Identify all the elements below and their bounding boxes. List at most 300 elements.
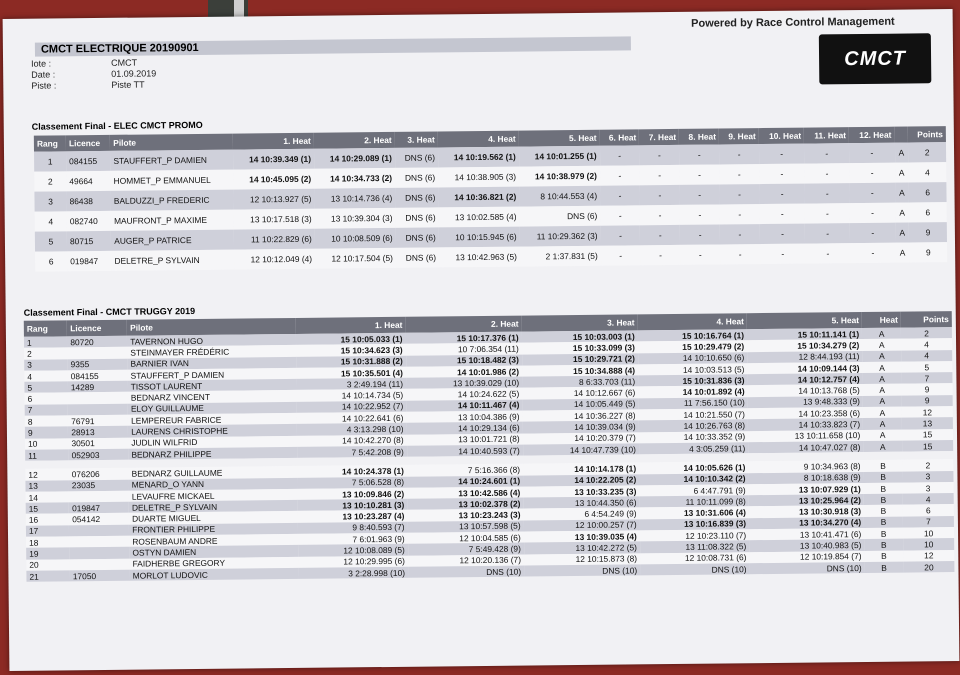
cell-empty-heat: - — [679, 144, 719, 164]
column-header: Rang — [24, 320, 68, 336]
cell-licence: 9355 — [68, 358, 128, 370]
cell-heat-time: 14 10:36.227 (8) — [522, 409, 638, 422]
cell-licence: 23035 — [69, 479, 129, 491]
cell-rang: 20 — [26, 559, 69, 571]
cell-heat-time: 13 10:31.606 (4) — [640, 507, 749, 519]
cell-rang: 17 — [26, 525, 69, 537]
cell-licence: 80715 — [67, 231, 111, 251]
cell-heat-time: 4 3:13.298 (10) — [297, 423, 406, 435]
cell-heat-time: 13 10:16.839 (3) — [640, 518, 749, 530]
cell-empty-heat: - — [640, 205, 680, 225]
cell-empty-heat: - — [849, 143, 895, 163]
cell-points: 4 — [901, 338, 952, 350]
cell-heat-time: 15 10:03.003 (1) — [522, 330, 638, 343]
cell-heat-time: 14 10:19.562 (1) — [438, 147, 519, 168]
cell-heat-letter: A — [894, 143, 908, 163]
cell-points: 10 — [903, 538, 954, 550]
cell-heat-time: 14 10:03.513 (5) — [638, 363, 747, 375]
cell-heat-letter: B — [865, 562, 904, 574]
cell-heat-time: 13 10:10.281 (3) — [298, 499, 407, 511]
cell-heat-time: DNS (10) — [524, 564, 640, 577]
cmct-logo: CMCT — [819, 33, 932, 84]
cell-empty-heat: - — [679, 164, 719, 184]
cell-points: 15 — [902, 429, 953, 441]
cell-licence — [70, 558, 130, 570]
cell-points: 3 — [903, 482, 954, 494]
cell-empty-heat: - — [600, 185, 640, 205]
cell-heat-time: 13 10:42.272 (5) — [524, 542, 640, 555]
cell-heat-time: 14 10:40.593 (7) — [407, 445, 523, 458]
cell-heat-time: 15 10:29.721 (2) — [522, 353, 638, 366]
cell-points: 9 — [909, 242, 947, 262]
cell-heat-letter: A — [863, 384, 902, 396]
cell-points: 5 — [901, 361, 952, 373]
cell-points: 12 — [902, 406, 953, 418]
cell-heat-time: 13 10:02.585 (4) — [439, 207, 520, 228]
cell-empty-heat: - — [639, 145, 679, 165]
cell-pilote: DELETRE_P SYLVAIN — [129, 500, 298, 513]
event-info — [31, 57, 156, 91]
cell-heat-time: 13 10:39.304 (3) — [315, 208, 396, 229]
cell-heat-time: DNS (6) — [395, 147, 438, 167]
cell-heat-time: 15 10:17.376 (1) — [405, 332, 521, 345]
cell-heat-time: DNS (6) — [395, 167, 438, 187]
cell-empty-heat: - — [850, 203, 896, 223]
cell-heat-letter: A — [896, 243, 910, 263]
promo-results-table — [34, 126, 947, 272]
cell-empty-heat: - — [805, 223, 850, 243]
cell-pilote: ROSENBAUM ANDRE — [129, 534, 298, 547]
cell-heat-time: 12 10:08.731 (6) — [640, 552, 749, 564]
column-header: 3. Heat — [521, 314, 637, 331]
cell-licence: 80720 — [67, 336, 127, 348]
event-title: CMCT ELECTRIQUE 20190901 — [35, 36, 631, 56]
cell-heat-time: 15 10:05.033 (1) — [296, 333, 405, 345]
cell-rang: 6 — [25, 393, 68, 405]
cell-empty-heat: - — [760, 224, 806, 244]
column-header: 3. Heat — [395, 131, 438, 147]
cell-pilote: DUARTE MIGUEL — [129, 511, 298, 524]
cell-heat-time: 12 10:15.873 (8) — [524, 553, 640, 566]
cell-heat-time: 14 10:39.349 (1) — [233, 149, 314, 170]
cell-heat-time: 14 10:14.178 (1) — [523, 463, 639, 476]
cell-heat-time: 7 5:16.366 (8) — [407, 464, 523, 477]
cell-points: 4 — [901, 350, 952, 362]
cell-heat-time: 13 10:01.721 (8) — [407, 433, 523, 446]
cell-heat-time: 14 10:39.034 (9) — [523, 421, 639, 434]
cell-heat-time: 14 10:33.352 (9) — [639, 431, 748, 443]
cell-heat-time: 14 10:11.467 (4) — [406, 399, 522, 412]
cell-pilote: MAUFRONT_P MAXIME — [111, 210, 234, 231]
cell-rang: 12 — [25, 469, 68, 481]
cell-heat-letter: B — [864, 482, 903, 494]
cell-heat-time: DNS (6) — [395, 207, 438, 227]
cell-pilote: TAVERNON HUGO — [127, 334, 296, 347]
cell-licence: 082740 — [67, 211, 111, 231]
cell-rang: 2 — [34, 171, 66, 191]
info-label: Iote : — [31, 58, 52, 69]
cell-rang: 8 — [25, 415, 68, 427]
column-header: 2. Heat — [405, 316, 521, 333]
cell-heat-time: 12 10:13.927 (5) — [233, 189, 314, 210]
cell-heat-time: 7 5:06.528 (8) — [298, 476, 407, 488]
results-sheet — [3, 9, 960, 671]
cell-rang: 3 — [24, 359, 67, 371]
cell-heat-time: 14 10:20.379 (7) — [523, 432, 639, 445]
cell-heat-time: 14 10:22.205 (2) — [523, 474, 639, 487]
cell-heat-time: 15 10:16.764 (1) — [638, 329, 747, 341]
cell-heat-time: 12 10:17.504 (5) — [315, 248, 396, 269]
cell-licence: 30501 — [68, 437, 128, 449]
cell-empty-heat: - — [805, 243, 850, 263]
cell-licence: 054142 — [69, 513, 129, 525]
cell-empty-heat: - — [600, 225, 640, 245]
cell-heat-time: 13 10:57.598 (5) — [407, 520, 523, 533]
cell-heat-time: 14 10:12.757 (4) — [747, 373, 862, 386]
column-header: 7. Heat — [639, 129, 679, 145]
cell-licence — [68, 403, 128, 415]
cell-empty-heat: - — [719, 164, 759, 184]
cell-points: 4 — [903, 493, 954, 505]
cell-heat-time: 3 2:28.998 (10) — [299, 567, 408, 579]
cell-heat-time: 14 10:29.134 (6) — [406, 422, 522, 435]
cell-pilote: STAUFFERT_P DAMIEN — [128, 368, 297, 381]
cell-licence: 17050 — [70, 570, 130, 582]
cell-heat-time: 14 10:23.358 (6) — [748, 407, 863, 420]
cell-heat-time: 11 10:22.829 (6) — [234, 229, 315, 250]
cell-rang: 6 — [35, 251, 67, 271]
cell-heat-time: 13 10:39.035 (4) — [524, 530, 640, 543]
cell-licence: 86438 — [66, 191, 110, 211]
cell-pilote: BEDNARZ VINCENT — [128, 390, 297, 403]
info-label: Piste : — [31, 80, 57, 91]
cell-pilote: FRONTIER PHILIPPE — [129, 523, 298, 536]
cell-heat-time: 14 10:47.027 (8) — [748, 441, 863, 454]
cell-empty-heat: - — [601, 245, 641, 265]
cell-heat-letter: A — [863, 441, 902, 453]
cell-heat-time: 13 10:14.736 (4) — [314, 188, 395, 209]
cell-heat-time: 15 10:31.836 (3) — [638, 374, 747, 386]
cell-empty-heat: - — [804, 163, 849, 183]
cell-rang: 15 — [26, 502, 69, 514]
cell-heat-time: 14 10:47.739 (10) — [523, 443, 639, 456]
cell-heat-letter: B — [863, 460, 902, 472]
cell-heat-letter: B — [864, 516, 903, 528]
cell-heat-time: 15 10:29.479 (2) — [638, 341, 747, 353]
cell-empty-heat: - — [640, 245, 680, 265]
cell-rang: 5 — [24, 382, 67, 394]
cell-heat-time: 15 10:33.099 (3) — [522, 342, 638, 355]
cell-empty-heat: - — [804, 143, 849, 163]
cell-heat-time: 13 9:48.333 (9) — [748, 396, 863, 409]
cell-heat-time: 6 4:54.249 (9) — [523, 508, 639, 521]
cell-empty-heat: - — [720, 244, 760, 264]
column-header: Points — [901, 311, 952, 328]
cell-rang: 19 — [26, 548, 69, 560]
cell-licence: 019847 — [67, 251, 111, 271]
cell-heat-time: 10 7:06.354 (11) — [406, 343, 522, 356]
cell-empty-heat: - — [719, 184, 759, 204]
cell-heat-letter: A — [895, 223, 909, 243]
cell-heat-time: 10 10:08.509 (6) — [315, 228, 396, 249]
cell-heat-letter: A — [895, 163, 909, 183]
cell-heat-time: 12 8:44.193 (11) — [747, 351, 862, 364]
cell-heat-time: 14 10:34.733 (2) — [314, 168, 395, 189]
cell-heat-letter: B — [864, 539, 903, 551]
cell-points: 10 — [903, 527, 954, 539]
cell-rang: 21 — [26, 570, 69, 582]
cell-heat-time: 14 10:36.821 (2) — [438, 187, 519, 208]
cell-heat-letter: B — [864, 494, 903, 506]
cell-pilote: BEDNARZ PHILIPPE — [128, 447, 297, 460]
cell-pilote: BEDNARZ GUILLAUME — [129, 466, 298, 479]
cell-heat-time: 14 10:13.768 (5) — [748, 384, 863, 397]
cell-heat-time: 8 10:44.553 (4) — [519, 186, 600, 207]
column-header: 5. Heat — [519, 130, 600, 147]
cell-rang: 1 — [34, 151, 66, 171]
cell-empty-heat: - — [720, 224, 760, 244]
cell-heat-time: 13 10:04.386 (9) — [406, 411, 522, 424]
cell-empty-heat: - — [760, 244, 806, 264]
cell-heat-time: DNS (6) — [519, 206, 600, 227]
cell-heat-time: 14 10:10.650 (6) — [638, 352, 747, 364]
cell-heat-time: DNS (6) — [395, 187, 438, 207]
column-header: Licence — [66, 135, 110, 151]
column-header: Pilote — [127, 318, 296, 336]
cell-licence: 084155 — [68, 370, 128, 382]
cell-heat-letter: A — [862, 328, 901, 340]
cell-empty-heat: - — [720, 204, 760, 224]
column-header — [894, 127, 908, 143]
cell-licence: 14289 — [68, 381, 128, 393]
promo-section-title: Classement Final - ELEC CMCT PROMO — [31, 119, 203, 132]
cell-empty-heat: - — [600, 205, 640, 225]
cell-heat-time: 8 6:33.703 (11) — [522, 376, 638, 389]
cell-heat-time: 14 10:24.601 (1) — [407, 475, 523, 488]
cell-points: 7 — [901, 372, 952, 384]
cell-licence — [68, 392, 128, 404]
cell-heat-letter: A — [863, 395, 902, 407]
cell-heat-time: DNS (6) — [396, 247, 439, 267]
cell-heat-time: 14 10:33.823 (7) — [748, 418, 863, 431]
cell-pilote: FAIDHERBE GREGORY — [130, 557, 299, 570]
cell-heat-time: 8 10:18.638 (9) — [749, 472, 864, 485]
cell-empty-heat: - — [805, 183, 850, 203]
cell-licence — [67, 347, 127, 359]
cell-licence: 28913 — [68, 426, 128, 438]
column-header: Pilote — [110, 134, 233, 151]
column-header: 2. Heat — [314, 132, 395, 149]
cell-heat-letter: A — [863, 407, 902, 419]
cell-heat-time: 11 10:11.099 (8) — [639, 495, 748, 507]
cell-heat-time: DNS (6) — [396, 227, 439, 247]
cell-heat-time: DNS (10) — [640, 563, 749, 575]
cell-licence — [69, 536, 129, 548]
cell-heat-time: 3 2:49.194 (11) — [297, 378, 406, 390]
cell-heat-time: 13 10:34.270 (4) — [749, 517, 864, 530]
column-header: 1. Heat — [233, 133, 314, 150]
column-header: 12. Heat — [849, 127, 895, 143]
cell-rang: 7 — [25, 404, 68, 416]
cell-empty-heat: - — [759, 144, 805, 164]
cell-heat-time: 14 10:05.626 (1) — [639, 461, 748, 473]
cell-empty-heat: - — [759, 164, 805, 184]
cell-pilote: MORLOT LUDOVIC — [130, 568, 299, 581]
cell-empty-heat: - — [600, 145, 640, 165]
info-value: CMCT — [111, 57, 138, 68]
cell-points: 20 — [903, 561, 954, 573]
cell-empty-heat: - — [805, 203, 850, 223]
info-value: 01.09.2019 — [111, 68, 157, 79]
cell-licence: 49664 — [66, 171, 110, 191]
cell-heat-time: 12 10:23.110 (7) — [640, 529, 749, 541]
cell-points: 9 — [909, 222, 947, 242]
cell-points: 15 — [902, 440, 953, 452]
cell-heat-time: 13 10:02.378 (2) — [407, 498, 523, 511]
cell-rang: 5 — [35, 231, 67, 251]
cell-pilote: AUGER_P PATRICE — [111, 230, 234, 251]
cell-heat-time: 13 10:25.964 (2) — [749, 494, 864, 507]
cell-pilote: DELETRE_P SYLVAIN — [111, 250, 234, 271]
cell-heat-time: 13 10:40.983 (5) — [749, 539, 864, 552]
cell-heat-time: 2 1:37.831 (5) — [520, 246, 601, 267]
cell-heat-time: 14 10:09.144 (3) — [747, 362, 862, 375]
cell-heat-letter: B — [864, 505, 903, 517]
cell-pilote: JUDLIN WILFRID — [128, 436, 297, 449]
cell-empty-heat: - — [850, 243, 896, 263]
cell-heat-time: 6 4:47.791 (9) — [639, 484, 748, 496]
cell-heat-time: 13 10:33.235 (3) — [523, 485, 639, 498]
cell-points: 6 — [909, 202, 947, 222]
cell-rang: 4 — [35, 211, 67, 231]
cell-pilote: LEVAUFRE MICKAEL — [129, 489, 298, 502]
cell-points: 9 — [902, 395, 953, 407]
cell-licence — [69, 524, 129, 536]
cell-heat-time: 14 10:26.763 (8) — [639, 420, 748, 432]
cell-heat-time: 4 3:05.259 (11) — [639, 442, 748, 454]
cell-rang: 3 — [34, 191, 66, 211]
cell-licence — [69, 491, 129, 503]
cell-heat-letter: A — [863, 373, 902, 385]
cell-heat-time: 7 5:42.208 (9) — [297, 446, 406, 458]
cell-licence: 076206 — [69, 468, 129, 480]
cell-pilote: MENARD_O YANN — [129, 477, 298, 490]
column-header: 1. Heat — [296, 317, 406, 334]
cell-heat-time: 15 10:35.501 (4) — [296, 367, 405, 379]
column-header: 4. Heat — [637, 313, 747, 330]
brand-text: Powered by Race Control Management — [691, 15, 895, 30]
cell-heat-letter: A — [862, 339, 901, 351]
column-header: 9. Heat — [719, 128, 759, 144]
cell-pilote: BALDUZZI_P FREDERIC — [111, 190, 234, 211]
cell-empty-heat: - — [600, 165, 640, 185]
cell-heat-time: 13 10:44.350 (6) — [523, 497, 639, 510]
cell-heat-time: 13 10:42.586 (4) — [407, 486, 523, 499]
cell-empty-heat: - — [759, 184, 805, 204]
cell-heat-time: 14 10:21.550 (7) — [638, 408, 747, 420]
cell-empty-heat: - — [640, 185, 680, 205]
cell-rang: 18 — [26, 536, 69, 548]
cell-heat-time: 13 10:07.929 (1) — [749, 483, 864, 496]
cell-pilote: STEINMAYER FRÉDÉRIC — [127, 345, 296, 358]
column-header: Heat — [862, 312, 901, 328]
cell-heat-time: 13 10:41.471 (6) — [749, 528, 864, 541]
column-header: 4. Heat — [438, 131, 519, 148]
cell-points: 6 — [909, 182, 947, 202]
cell-heat-time: 14 10:01.892 (4) — [638, 386, 747, 398]
cell-heat-time: 12 10:08.089 (5) — [298, 544, 407, 556]
cell-empty-heat: - — [849, 163, 895, 183]
cell-heat-time: 10 10:15.945 (6) — [439, 227, 520, 248]
cell-points: 9 — [902, 384, 953, 396]
cell-rang: 16 — [26, 514, 69, 526]
cell-licence: 76791 — [68, 415, 128, 427]
cell-heat-letter: A — [862, 361, 901, 373]
cell-rang: 11 — [25, 449, 68, 461]
cell-rang: 10 — [25, 438, 68, 450]
cell-heat-time: 12 10:12.049 (4) — [234, 249, 315, 270]
column-header: Rang — [34, 135, 66, 151]
cell-pilote: HOMMET_P EMMANUEL — [111, 170, 234, 191]
column-header: 6. Heat — [599, 129, 639, 145]
cell-heat-time: 13 10:11.658 (10) — [748, 430, 863, 443]
cell-heat-time: 13 10:30.918 (3) — [749, 505, 864, 518]
cell-heat-time: 13 10:23.287 (4) — [298, 510, 407, 522]
cell-licence — [70, 547, 130, 559]
cell-empty-heat: - — [640, 225, 680, 245]
cell-empty-heat: - — [680, 204, 720, 224]
cell-empty-heat: - — [680, 224, 720, 244]
cell-heat-time: 12 10:04.585 (6) — [408, 532, 524, 545]
cell-heat-time: 12 10:20.136 (7) — [408, 554, 524, 567]
cell-heat-letter: A — [862, 350, 901, 362]
cell-points: 2 — [908, 142, 946, 162]
cell-heat-letter: A — [895, 183, 909, 203]
cell-heat-time: 14 10:05.449 (5) — [522, 398, 638, 411]
column-header: 5. Heat — [747, 312, 862, 329]
cell-points: 4 — [908, 162, 946, 182]
cell-heat-time: 12 10:19.854 (7) — [749, 551, 864, 564]
cell-empty-heat: - — [680, 244, 720, 264]
cell-heat-time: 13 10:17.518 (3) — [234, 209, 315, 230]
cell-heat-time: 9 8:40.593 (7) — [298, 522, 407, 534]
truggy-results-table — [24, 311, 955, 582]
cell-heat-time: 14 10:29.089 (1) — [314, 148, 395, 169]
cell-heat-letter: A — [895, 203, 909, 223]
column-header: Licence — [67, 320, 127, 337]
cell-heat-time: 13 11:08.322 (5) — [640, 541, 749, 553]
cell-heat-time: 14 10:22.952 (7) — [297, 401, 406, 413]
cell-empty-heat: - — [850, 183, 896, 203]
cell-heat-time: 14 10:01.986 (2) — [406, 365, 522, 378]
cell-heat-time: 15 10:34.279 (2) — [747, 339, 862, 352]
cell-empty-heat: - — [719, 144, 759, 164]
cell-points: 2 — [902, 459, 953, 471]
cell-heat-time: 14 10:22.641 (6) — [297, 412, 406, 424]
cell-heat-time: 7 5:49.428 (9) — [408, 543, 524, 556]
cell-heat-time: 14 10:01.255 (1) — [519, 146, 600, 167]
cell-heat-letter: B — [864, 550, 903, 562]
cell-points: 13 — [902, 417, 953, 429]
cell-heat-time: 12 10:00.257 (7) — [524, 519, 640, 532]
cell-rang: 9 — [25, 427, 68, 439]
cell-rang: 1 — [24, 336, 67, 348]
cell-empty-heat: - — [850, 223, 896, 243]
column-header: 10. Heat — [759, 128, 805, 144]
cell-licence: 052903 — [68, 449, 128, 461]
cell-empty-heat: - — [760, 204, 806, 224]
cell-licence: 084155 — [66, 151, 110, 171]
